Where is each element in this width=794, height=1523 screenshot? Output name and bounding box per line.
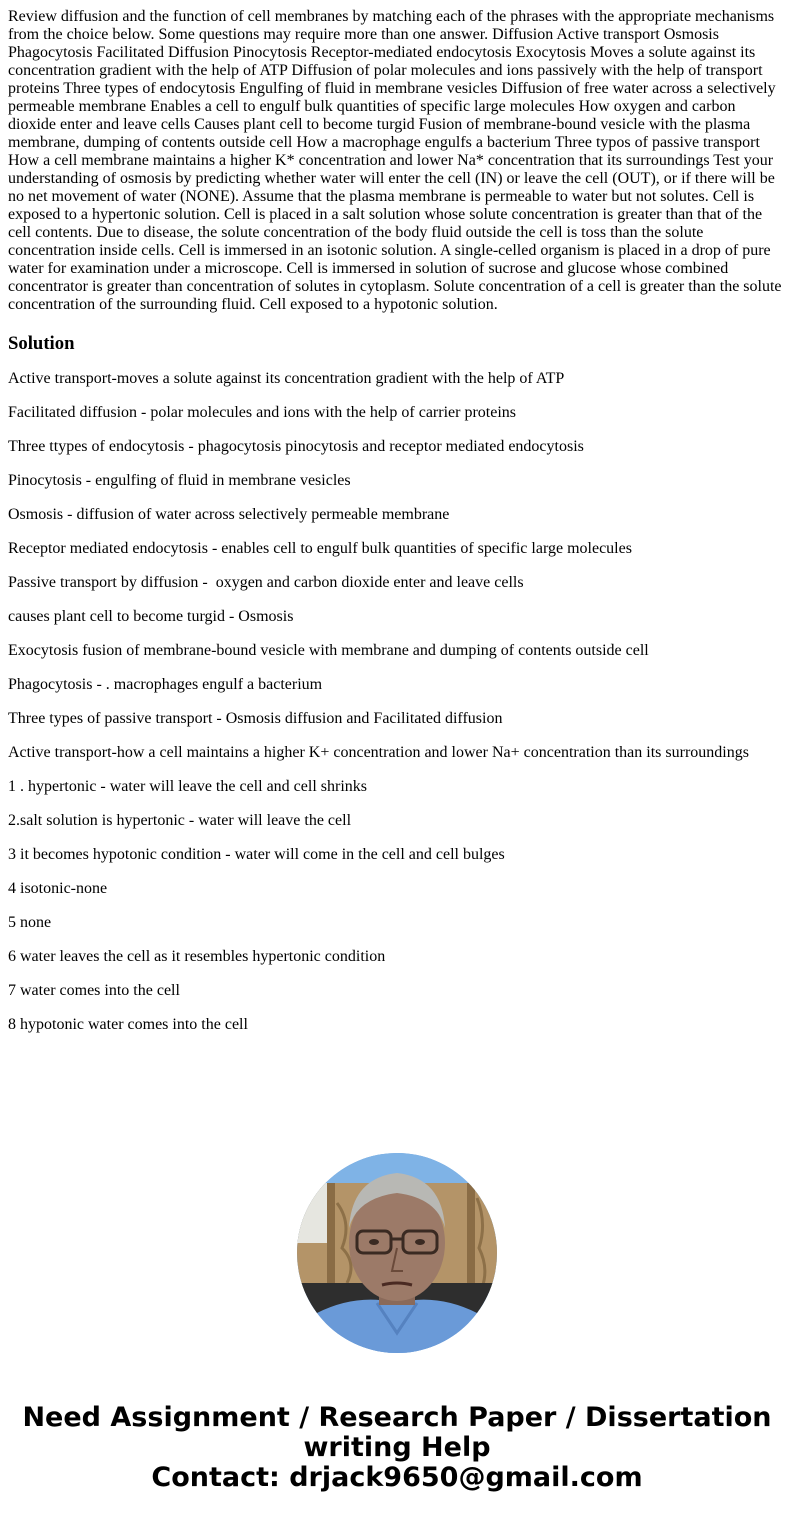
contact-banner: [0, 1403, 794, 1493]
answer-item: 3 it becomes hypotonic condition - water will come in the cell and cell bulges: [8, 846, 505, 863]
banner-line-2: writing Help: [303, 1432, 491, 1463]
answer-item: 5 none: [8, 914, 52, 931]
answer-item: 7 water comes into the cell: [8, 982, 180, 999]
solution-heading: Solution: [8, 333, 75, 354]
answer-item: Receptor mediated endocytosis - enables cell to engulf bulk quantities of specific large molecules: [8, 540, 632, 557]
answer-item: Pinocytosis - engulfing of fluid in membrane vesicles: [8, 472, 351, 489]
question-text: Review diffusion and the function of cell membranes by matching each of the phrases with the appropriate mechanisms from the choice below. Some questions may require more than one answer. Diffusion Active transport Osmosis Phagocytosis Facilitated Diffusion Pinocytosis Receptor-mediated endocytosis Exocytosis Moves a solute against its concentration gradient with the help of ATP Diffusion of polar molecules and ions passively with the help of transport proteins Three types of endocytosis Engulfing of fluid in membrane vesicles Diffusion of free water across a selectively permeable membrane Enables a cell to engulf bulk quantities of specific large molecules How oxygen and carbon dioxide enter and leave cells Causes plant cell to become turgid Fusion of membrane-bound vesicle with the plasma membrane, dumping of contents outside cell How a macrophage engulfs a bacterium Three typos of passive transport How a cell membrane maintains a higher K* concentration and lower Na* concentration that its surroundings Test your understanding of osmosis by predicting whether water will enter the cell (IN) or leave the cell (OUT), or if there will be no net movement of water (NONE). Assume that the plasma membrane is permeable to water but not solutes. Cell is exposed to a hypertonic solution. Cell is placed in a salt solution whose solute concentration is greater than that of the cell contents. Due to disease, the solute concentration of the body fluid outside the cell is toss than the solute concentration inside cells. Cell is immersed in an isotonic solution. A single-celled organism is placed in a drop of pure water for examination under a microscope. Cell is immersed in solution of sucrose and glucose whose combined concentrator is greater than concentration of solutes in cytoplasm. Solute concentration of a cell is greater than the solute concentration of the surrounding fluid. Cell exposed to a hypotonic solution.: [8, 8, 782, 313]
answer-item: causes plant cell to become turgid - Osmosis: [8, 608, 294, 625]
answer-item: Phagocytosis - . macrophages engulf a bacterium: [8, 676, 323, 693]
answer-item: Three ttypes of endocytosis - phagocytosis pinocytosis and receptor mediated endocytosis: [8, 438, 584, 455]
answer-item: Active transport-moves a solute against its concentration gradient with the help of ATP: [8, 370, 565, 387]
answer-item: Exocytosis fusion of membrane-bound vesicle with membrane and dumping of contents outside cell: [8, 642, 649, 659]
banner-contact-line: Contact: drjack9650@gmail.com: [151, 1462, 643, 1493]
person-photo-avatar-icon: [297, 1153, 497, 1353]
answer-item: Three types of passive transport - Osmosis diffusion and Facilitated diffusion: [8, 710, 503, 727]
answer-item: 1 . hypertonic - water will leave the cell and cell shrinks: [8, 778, 367, 795]
solution-answers: [8, 370, 786, 1034]
answer-item: Osmosis - diffusion of water across selectively permeable membrane: [8, 506, 450, 523]
banner-line-1: Need Assignment / Research Paper / Dissertation: [22, 1402, 772, 1433]
answer-item: Active transport-how a cell maintains a higher K+ concentration and lower Na+ concentration than its surroundings: [8, 744, 749, 761]
avatar: [297, 1153, 497, 1353]
answer-item: Passive transport by diffusion - oxygen and carbon dioxide enter and leave cells: [8, 574, 524, 591]
answer-item: 4 isotonic-none: [8, 880, 108, 897]
answer-item: 6 water leaves the cell as it resembles hypertonic condition: [8, 948, 386, 965]
answer-item: 2.salt solution is hypertonic - water will leave the cell: [8, 812, 352, 829]
answer-item: Facilitated diffusion - polar molecules and ions with the help of carrier proteins: [8, 404, 517, 421]
answer-item: 8 hypotonic water comes into the cell: [8, 1016, 248, 1033]
